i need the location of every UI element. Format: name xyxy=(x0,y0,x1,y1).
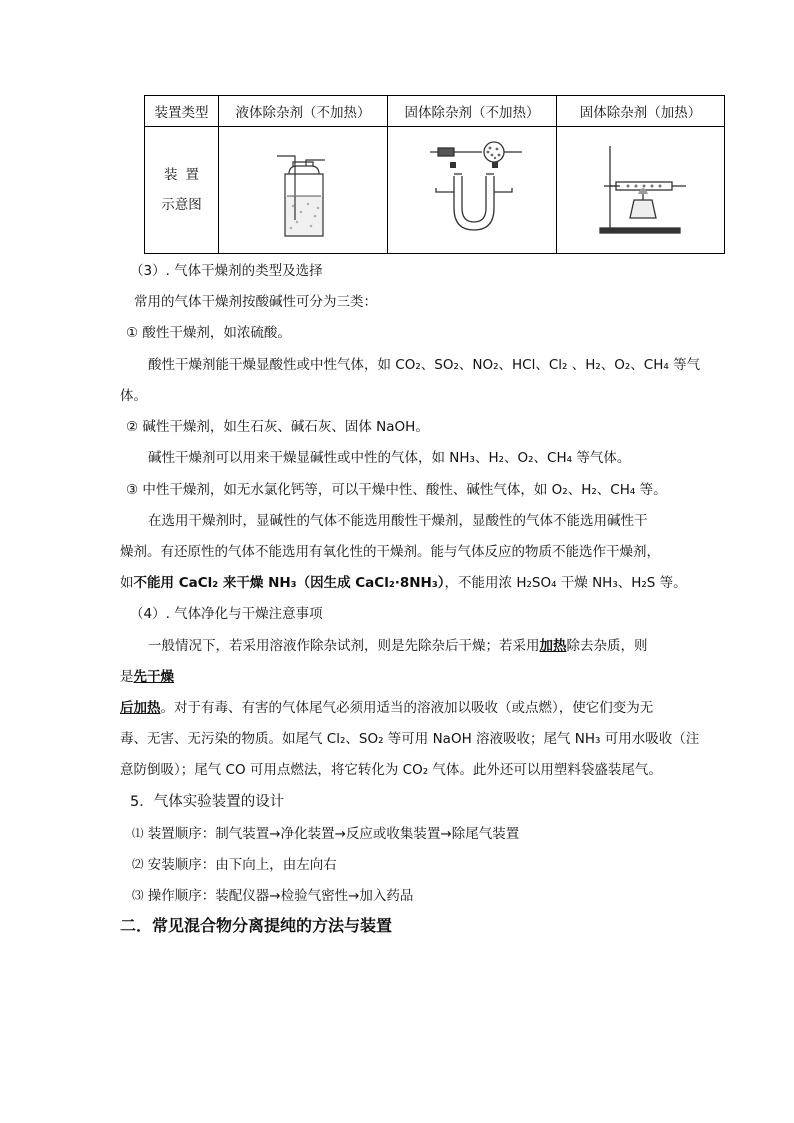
diagram-cell xyxy=(557,127,725,254)
paragraph-text: 一般情况下，若采用溶液作除杂试剂，则是先除杂后干燥；若采用 xyxy=(148,638,540,654)
header-cell: 装置类型 xyxy=(145,96,219,127)
desiccant-note: 燥剂。有还原性的气体不能选用有氧化性的干燥剂。能与气体反应的物质不能选作干燥剂， xyxy=(120,544,660,560)
table-header-row xyxy=(145,96,725,127)
emphasis-text: 加热 xyxy=(539,638,567,654)
base-desiccant-heading: ② 碱性干燥剂，如生石灰、碱石灰、固体 NaOH。 xyxy=(126,419,429,435)
list-item-text: 装置顺序：制气装置→净化装置→反应或收集装置→除尾气装置 xyxy=(147,826,520,842)
apparatus-table xyxy=(144,95,725,254)
list-item-text: 操作顺序：装配仪器→检验气密性→加入药品 xyxy=(147,888,414,904)
desiccant-note: 在选用干燥剂时，显碱性的气体不能选用酸性干燥剂，显酸性的气体不能选用碱性干 xyxy=(148,513,648,529)
base-desiccant-text: 碱性干燥剂可以用来干燥显碱性或中性的气体，如 NH₃、H₂、O₂、CH₄ 等气体。 xyxy=(148,450,631,466)
diagram-cell xyxy=(219,127,388,254)
intro-text: 常用的气体干燥剂按酸碱性可分为三类： xyxy=(134,294,377,310)
header-cell: 液体除杂剂（不加热） xyxy=(219,96,388,127)
paragraph-line: 毒、无害、无污染的物质。如尾气 Cl₂、SO₂ 等可用 NaOH 溶液吸收；尾气 NH₃ 可用水吸收（注 xyxy=(120,731,700,747)
heated-tube-icon xyxy=(586,138,696,238)
list-number: ⑵ xyxy=(132,857,144,871)
list-number: ⑴ xyxy=(132,826,144,840)
paragraph-line xyxy=(148,636,648,656)
list-number: ⑶ xyxy=(132,888,144,902)
gas-washing-bottle-icon xyxy=(263,138,343,238)
list-item xyxy=(132,823,519,844)
acid-desiccant-text: 酸性干燥剂能干燥显酸性或中性气体，如 CO₂、SO₂、NO₂、HCl、Cl₂ 、H₂、O₂、CH₄ 等气 xyxy=(148,357,701,373)
list-item-text: 安装顺序：由下向上，由左向右 xyxy=(147,857,337,873)
paragraph-text: 是 xyxy=(120,669,134,685)
list-item xyxy=(132,885,413,906)
header-cell: 固体除杂剂（加热） xyxy=(557,96,725,127)
part-2-heading: 二．常见混合物分离提纯的方法与装置 xyxy=(120,916,393,935)
desiccant-note xyxy=(120,573,687,593)
note-text: 如 xyxy=(120,575,134,591)
emphasis-text: 先干燥 xyxy=(133,669,174,685)
note-text: ，不能用浓 H₂SO₄ 干燥 NH₃、H₂S 等。 xyxy=(444,575,687,591)
neutral-desiccant-heading: ③ 中性干燥剂，如无水氯化钙等，可以干燥中性、酸性、碱性气体，如 O₂、H₂、CH₄ 等。 xyxy=(126,482,667,498)
paragraph-line xyxy=(120,698,653,718)
section-4-title: （4）. 气体净化与干燥注意事项 xyxy=(130,606,323,622)
u-tube-drying-icon xyxy=(412,138,532,238)
paragraph-text: 。对于有毒、有害的气体尾气必须用适当的溶液加以吸收（或点燃），使它们变为无 xyxy=(160,700,654,716)
header-cell: 固体除杂剂（不加热） xyxy=(388,96,557,127)
row-label-line1: 装置 xyxy=(164,167,207,183)
paragraph-text: 除去杂质，则 xyxy=(566,638,648,654)
paragraph-line xyxy=(120,667,174,687)
paragraph-line: 意防倒吸）；尾气 CO 可用点燃法，将它转化为 CO₂ 气体。此外还可以用塑料袋盛装尾气。 xyxy=(120,762,662,778)
table-row xyxy=(145,127,725,254)
section-3-title: （3）. 气体干燥剂的类型及选择 xyxy=(130,263,323,279)
acid-desiccant-text: 体。 xyxy=(120,388,147,404)
row-label-line2: 示意图 xyxy=(161,197,202,213)
row-label-cell xyxy=(145,127,219,254)
emphasis-text: 后加热 xyxy=(120,700,161,716)
acid-desiccant-heading: ① 酸性干燥剂，如浓硫酸。 xyxy=(126,325,291,341)
list-item xyxy=(132,854,337,875)
diagram-cell xyxy=(388,127,557,254)
section-5-title: 5．气体实验装置的设计 xyxy=(130,794,285,810)
note-bold-text: 不能用 CaCl₂ 来干燥 NH₃（因生成 CaCl₂·8NH₃） xyxy=(133,575,445,591)
